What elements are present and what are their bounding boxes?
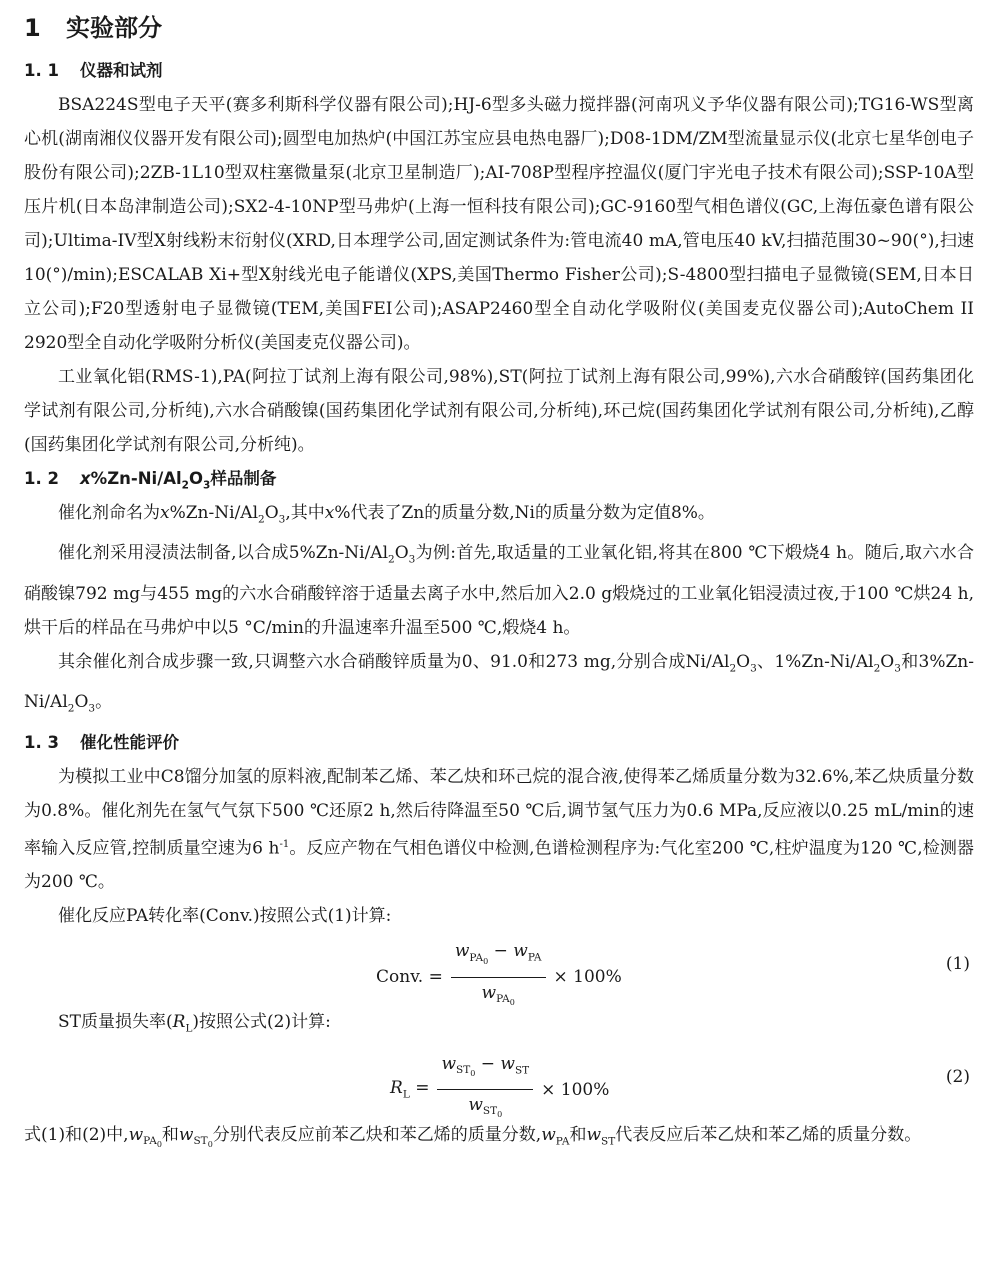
paragraph-formula-notes: 式(1)和(2)中$,w_{PA_0}$和$w_{ST_0}$分别代表反应前苯乙炔和苯乙烯的质量分数$,w_{PA}$和$w_{ST}$代表反应后苯乙炔和苯乙烯的质量分数。	[24, 1124, 922, 1150]
subsection-number: 1. 2	[24, 469, 59, 488]
formula-1-times: × 100%	[553, 967, 622, 988]
paragraph-formula1-intro: 催化反应PA转化率(Conv.)按照公式(1)计算:	[58, 906, 392, 927]
subsection-number: 1. 3	[24, 732, 59, 752]
formula-1-tag: (1)	[945, 954, 970, 975]
section-heading	[24, 8, 974, 48]
formula-2-fraction: $\frac{w_{ST_0} - w_{ST}}{w_{ST_0}}$	[437, 1052, 533, 1128]
subsection-title: 催化性能评价	[80, 732, 179, 752]
subsection-heading-1-2	[24, 462, 974, 496]
subsection-number: 1. 1	[24, 61, 59, 80]
formula-2-tag: (2)	[945, 1066, 970, 1087]
section-title: 实验部分	[66, 14, 162, 42]
paragraph-reagents: 工业氧化铝(RMS-1),PA(阿拉丁试剂上海有限公司,98%),ST(阿拉丁试剂上海有限公司,99%),六水合硝酸锌(国药集团化学试剂有限公司,分析纯),六水合硝酸镍(国药集团化学试剂有限公司,分析纯),环己烷(国药集团化学试剂有限公司,分析纯),乙醇(国药集团化学试剂有限公司,分析纯)。	[24, 367, 974, 455]
paragraph-evaluation: 为模拟工业中C8馏分加氢的原料液,配制苯乙烯、苯乙炔和环己烷的混合液,使得苯乙烯质量分数为32.6%,苯乙炔质量分数为0.8%。催化剂先在氢气气氛下500 ℃还原2 h,然后待降温至50 ℃后,调节氢气压力为0.6 MPa,反应液以0.25 mL/min的速率输入反应管,控制质量空速为6 $h^{-1}$。反应产物在气相色谱仪中检测,色谱检测程序为:气化室200 ℃,柱炉温度为120 ℃,检测器为200 ℃。	[24, 766, 974, 893]
subsection-heading-1-3	[24, 726, 974, 760]
subsection-title: $x\%Zn-Ni/Al_2O_3$样品制备	[80, 469, 277, 492]
subsection-heading-1-1	[24, 54, 974, 88]
subsection-title: 仪器和试剂	[80, 61, 163, 80]
paragraph-preparation: 催化剂采用浸渍法制备,以合成$5\%Zn-Ni/Al_2O_3$为例:首先,取适量的工业氧化铝,将其在800 ℃下煅烧4 h。随后,取六水合硝酸镍792 mg与455 mg的六水合硝酸锌溶于适量去离子水中,然后加入2.0 g煅烧过的工业氧化铝浸渍过夜,于100 ℃烘24 h,烘干后的样品在马弗炉中以5 °C/min的升温速率升温至500 ℃,煅烧4 h。	[24, 543, 974, 638]
formula-1-lhs: Conv. =	[376, 967, 443, 988]
paper-page	[24, 8, 974, 1162]
paragraph-naming: 催化剂命名为$x\%Zn-Ni/Al_2O_3$,其中x%代表了Zn的质量分数,Ni的质量分数为定值8%。	[58, 503, 715, 526]
paragraph-formula2-intro: ST质量损失率$(R_L)$按照公式(2)计算:	[58, 1012, 331, 1035]
formula-1-fraction: $\frac{w_{PA_0} - w_{PA}}{w_{PA_0}}$	[451, 939, 546, 1015]
section-number: 1	[24, 14, 41, 42]
paragraph-instruments: BSA224S型电子天平(赛多利斯科学仪器有限公司);HJ-6型多头磁力搅拌器(河南巩义予华仪器有限公司);TG16-WS型离心机(湖南湘仪仪器开发有限公司);圆型电加热炉(中国江苏宝应县电热电器厂);D08-1DM/ZM型流量显示仪(北京七星华创电子股份有限公司);2ZB-1L10型双柱塞微量泵(北京卫星制造厂);AI-708P型程序控温仪(厦门宇光电子技术有限公司);SSP-10A型压片机(日本岛津制造公司);SX2-4-10NP型马弗炉(上海一恒科技有限公司);GC-9160型气相色谱仪(GC,上海伍豪色谱有限公司);Ultima-IV型X射线粉末衍射仪(XRD,日本理学公司,固定测试条件为:管电流40 mA,管电压40 kV,扫描范围30~90(°),扫速10(°)/min);ESCALAB Xi+型X射线光电子能谱仪(XPS,美国Thermo Fisher公司);S-4800型扫描电子显微镜(SEM,日本日立公司);F20型透射电子显微镜(TEM,美国FEI公司);ASAP2460型全自动化学吸附仪(美国麦克仪器公司);AutoChem II 2920型全自动化学吸附分析仪(美国麦克仪器公司)。	[24, 95, 974, 353]
formula-1	[24, 933, 974, 1008]
paragraph-other-catalysts: 其余催化剂合成步骤一致,只调整六水合硝酸锌质量为0、91.0和273 mg,分别合成$Ni/Al_2O_3$、$1\%Zn-Ni/Al_2O_3$和$3\%Zn-Ni/Al_2O_3$。	[24, 651, 974, 715]
formula-2	[24, 1046, 974, 1118]
formula-2-lhs: $R_L$ =	[390, 1078, 430, 1101]
formula-2-times: × 100%	[541, 1079, 610, 1100]
